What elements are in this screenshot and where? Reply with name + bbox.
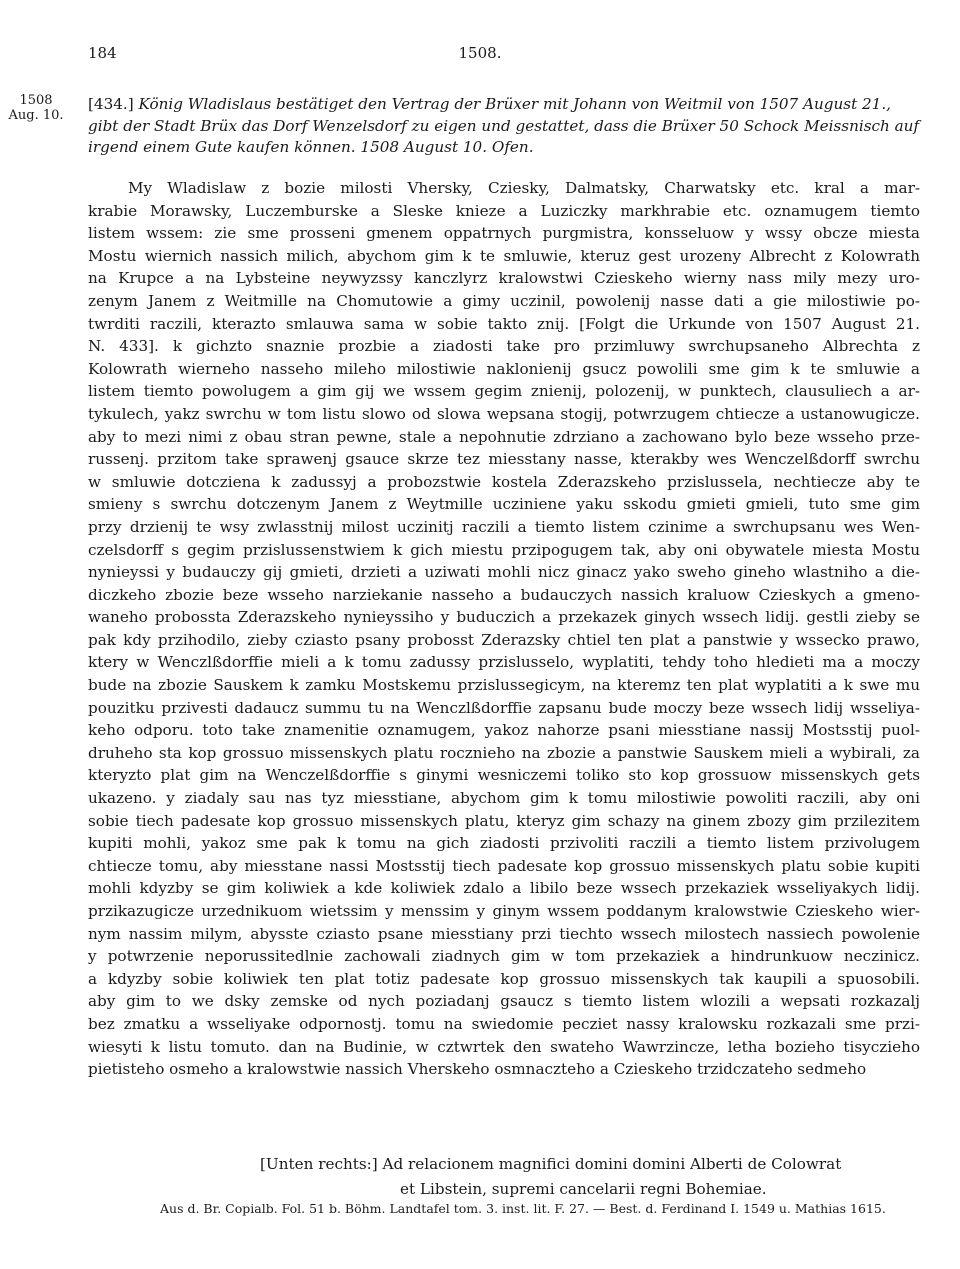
body-line: waneho probossta Zderazskeho nynieyssiho y buduczich a przekazek ginych wssech lidij. gestli zieby se bbox=[88, 608, 920, 627]
body-line: y potwrzenie neporussitedlnie zachowali ziadnych gim w tom przekaziek a hindrunkuow neczinicz. bbox=[88, 947, 920, 966]
margin-day: Aug. 10. bbox=[8, 108, 64, 123]
body-line: pietisteho osmeho a kralowstwie nassich Vherskeho osmnaczteho a Czieskeho trzidczateho sedmeho bbox=[88, 1060, 867, 1079]
body-line: aby to mezi nimi z obau stran pewne, stale a nepohnutie zdrziano a zachowano bylo beze wsseho prze- bbox=[88, 427, 920, 446]
margin-date bbox=[6, 93, 66, 123]
body-line: krabie Morawsky, Luczemburske a Sleske knieze a Luziczky markhrabie etc. oznamugem tiemto bbox=[88, 201, 920, 220]
body-line: druheho sta kop grossuo missenskych platu rocznieho na zbozie a panstwie Sauskem mieli a wybirali, za bbox=[88, 743, 920, 762]
body-line: przikazugicze urzednikuom wietssim y menssim y ginym wssem poddanym kralowstwie Czieskeho wier- bbox=[88, 902, 920, 920]
body-line: N. 433]. k gichzto snaznie prozbie a ziadosti take pro przimluwy swrchupsaneho Albrechta z bbox=[88, 337, 920, 356]
page-number: 184 bbox=[88, 44, 117, 62]
body-line: tykulech, yakz swrchu w tom listu slowo od slowa wepsana stogij, potwrzugem chtiecze a ustanowugicze. bbox=[88, 404, 920, 423]
body-line: przy drzienij te wsy zwlasstnij milost uczinitj raczili a tiemto listem czinime a swrchupsanu wes Wen- bbox=[88, 517, 920, 536]
body-line: listem tiemto powolugem a gim gij we wssem gegim znienij, polozenij, w punktech, clausuliech a ar- bbox=[88, 382, 920, 401]
body-line: diczkeho zbozie beze wsseho narziekanie nasseho a budauczych nassich kraluow Czieskych a gmeno- bbox=[88, 585, 920, 604]
body-line: mohli kdyzby se gim koliwiek a kde koliwiek zdalo a libilo beze wssech przekaziek wsseliyakych lidij. bbox=[88, 879, 920, 898]
body-line: listem wssem: zie sme prosseni gmenem oppatrnych purgmistra, konsseluow y wssy obcze miesta bbox=[88, 224, 920, 243]
body-line: nynieyssi y budauczy gij gmieti, drzieti a uziwati mohli nicz ginacz yako sweho gineho wlastniho a die- bbox=[88, 563, 920, 582]
body-line: nym nassim milym, abysste cziasto psane miesstiany przi tiechto wssech milostech nassiech powolenie bbox=[88, 924, 920, 943]
source-note: Aus d. Br. Copialb. Fol. 51 b. Böhm. Landtafel tom. 3. inst. lit. F. 27. — Best. d. Ferdinand I. 1549 u. Mathias 1615. bbox=[160, 1201, 886, 1216]
body-line: ukazeno. y ziadaly sau nas tyz miesstiane, abychom gim k tomu milostiwie powoliti raczili, aby oni bbox=[88, 789, 920, 808]
body-line: bez zmatku a wsseliyake odpornostj. tomu na swiedomie pecziet nassy kralowsku rozkazali sme przi- bbox=[88, 1014, 920, 1033]
body-line: aby gim to we dsky zemske od nych poziadanj gsaucz s tiemto listem wlozili a wepsati rozkazalj bbox=[88, 992, 920, 1011]
body-line: keho odporu. toto take znamenitie oznamugem, yakoz nahorze psani miesstiane nassij Mostsstij puol- bbox=[88, 721, 920, 740]
body-line: pak kdy przihodilo, zieby cziasto psany probosst Zderazsky chtiel ten plat a panstwie y wssecko prawo, bbox=[88, 630, 920, 649]
endorsement bbox=[260, 1152, 841, 1202]
document-number: [434.] bbox=[88, 95, 134, 113]
body-line: a kdyzby sobie koliwiek ten plat totiz padesate kop grossuo missenskych tak kaupili a spuosobili. bbox=[88, 969, 920, 988]
body-line: russenj. przitom take sprawenj gsauce skrze tez miesstany nasse, kterakby wes Wenczelßdorff swrchu bbox=[88, 450, 920, 469]
body-line: Kolowrath wierneho nasseho mileho milostiwie naklonienij gsucz powolili sme gim k te smluwie a bbox=[88, 359, 920, 378]
body-line: czelsdorff s gegim przislussenstwiem k gich miestu przipogugem tak, aby oni obywatele miesta Mostu bbox=[88, 540, 920, 559]
body-line: na Krupce a na Lybsteine neywyzssy kanczlyrz kralowstwi Czieskeho wierny nass mily mezy uro- bbox=[88, 269, 920, 288]
body-line: twrditi raczili, kterazto smlauwa sama w sobie takto znij. [Folgt die Urkunde von 1507 August 21. bbox=[88, 314, 920, 333]
document-heading bbox=[88, 94, 920, 159]
body-line: bude na zbozie Sauskem k zamku Mostskemu przislussegicym, na kteremz ten plat wyplatiti a k swe mu bbox=[88, 676, 920, 695]
margin-year: 1508 bbox=[19, 93, 53, 108]
running-year: 1508. bbox=[458, 44, 502, 62]
body-line: My Wladislaw z bozie milosti Vhersky, Cziesky, Dalmatsky, Charwatsky etc. kral a mar- bbox=[128, 179, 920, 197]
body-line: wiesyti k listu tomuto. dan na Budinie, w cztwrtek den swateho Wawrzincze, letha bozieho tisycziehо bbox=[88, 1037, 920, 1056]
document-body bbox=[88, 177, 920, 1081]
body-line: kupiti mohli, yakoz sme pak k tomu na gich ziadosti przivoliti raczili a tiemto listem przivolugem bbox=[88, 834, 920, 853]
body-line: kteryzto plat gim na Wenczelßdorffie s ginymi wesniczemi toliko sto kop grossuow missenskych gets bbox=[88, 766, 920, 785]
body-line: chtiecze tomu, aby miesstane nassi Mostsstij tiech padesate kop grossuo missenskych platu sobie kupiti bbox=[88, 856, 920, 875]
body-line: w smluwie dotcziena k zadussyj a probozstwie kostela Zderazskeho przislussela, nechtiecze aby te bbox=[88, 472, 920, 491]
document-summary: König Wladislaus bestätiget den Vertrag der Brüxer mit Johann von Weitmil von 1507 August 21., gibt der Stadt Brüx das Dorf Wenzelsdorf zu eigen und gestattet, dass die Brüxer 50 Schock Meissnisch auf irgend einem Gute kaufen können. 1508 August 10. Ofen. bbox=[88, 95, 920, 157]
body-line: Mostu wiernich nassich milich, abychom gim k te smluwie, kteruz gest urozeny Albrecht z Kolowrath bbox=[88, 246, 920, 265]
body-line: pouzitku przivesti dadaucz summu tu na Wenczlßdorffie zapsanu bude moczy beze wssech lidij wsseliya- bbox=[88, 698, 920, 717]
body-line: smieny s swrchu dotczenym Janem z Weytmille ucziniene yaku sskodu gmieti gmieli, tuto sme gim bbox=[88, 495, 920, 514]
body-line: ktery w Wenczlßdorffie mieli a k tomu zadussy przislusselo, wyplatiti, tehdy toho hledieti ma a moczy bbox=[88, 653, 920, 672]
body-line: zenym Janem z Weitmille na Chomutowie a gimy uczinil, powolenij nasse dati a gie milostiwie po- bbox=[88, 291, 920, 310]
endorsement-line-2: et Libstein, supremi cancelarii regni Bohemiae. bbox=[400, 1180, 767, 1198]
body-line: sobie tiech padesate kop grossuo missenskych platu, kteryz gim schazy na ginem zbozy gim przilezitem bbox=[88, 811, 920, 830]
endorsement-line-1: [Unten rechts:] Ad relacionem magnifici domini domini Alberti de Colowrat bbox=[260, 1155, 842, 1173]
